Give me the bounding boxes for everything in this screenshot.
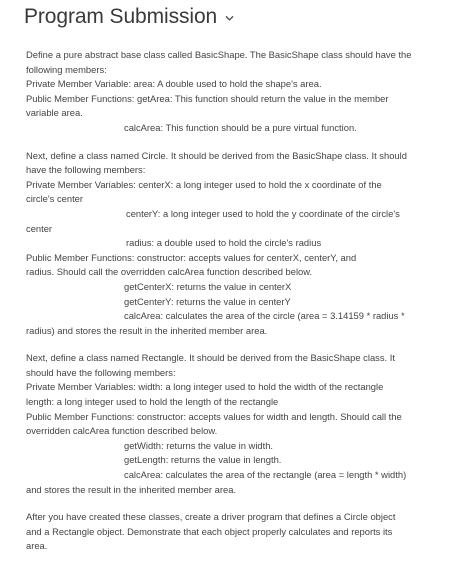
paragraph-rectangle bbox=[26, 351, 452, 497]
text-line: area. bbox=[26, 540, 48, 552]
text-line: calcArea: This function should be a pure virtual function. bbox=[124, 121, 357, 133]
text-line: radius. Should call the overridden calcArea function described below. bbox=[26, 266, 313, 278]
paragraph-driver-program bbox=[26, 510, 452, 554]
text-line: have the following members: bbox=[26, 164, 146, 176]
chevron-down-icon[interactable] bbox=[225, 14, 234, 23]
text-line: Public Member Functions: constructor: accepts values for width and length. Should call the bbox=[26, 410, 402, 422]
text-line: radius: a double used to hold the circle's radius bbox=[126, 237, 322, 249]
page-header[interactable] bbox=[24, 0, 234, 34]
text-line: Next, define a class named Rectangle. It should be derived from the BasicShape class. It bbox=[26, 352, 395, 364]
page-title: Program Submission bbox=[24, 5, 218, 28]
text-line: radius) and stores the result in the inherited member area. bbox=[26, 324, 268, 336]
text-line: calcArea: calculates the area of the circle (area = 3.14159 * radius * bbox=[124, 310, 405, 322]
paragraph-basic-shape bbox=[26, 48, 452, 136]
text-line: getWidth: returns the value in width. bbox=[124, 439, 274, 451]
text-line: getCenterY: returns the value in centerY bbox=[124, 295, 291, 307]
text-line: calcArea: calculates the area of the rectangle (area = length * width) bbox=[124, 469, 407, 481]
assignment-description bbox=[26, 48, 452, 567]
text-line: and stores the result in the inherited member area. bbox=[26, 483, 237, 495]
text-line: Public Member Functions: getArea: This function should return the value in the member bbox=[26, 92, 389, 104]
text-line: After you have created these classes, create a driver program that defines a Circle object bbox=[26, 511, 396, 523]
text-line: getLength: returns the value in length. bbox=[124, 454, 282, 466]
text-line: and a Rectangle object. Demonstrate that each object properly calculates and reports its bbox=[26, 525, 393, 537]
text-line: Next, define a class named Circle. It should be derived from the BasicShape class. It should bbox=[26, 149, 407, 161]
text-line: Private Member Variables: centerX: a long integer used to hold the x coordinate of the bbox=[26, 178, 382, 190]
text-line: Define a pure abstract base class called BasicShape. The BasicShape class should have the bbox=[26, 49, 412, 60]
text-line: Private Member Variable: area: A double used to hold the shape's area. bbox=[26, 78, 322, 90]
text-line: following members: bbox=[26, 63, 107, 75]
text-line: should have the following members: bbox=[26, 366, 176, 378]
text-line: overridden calcArea function described below. bbox=[26, 425, 218, 437]
text-line: center bbox=[26, 222, 53, 234]
text-line: variable area. bbox=[26, 107, 83, 119]
text-line: Private Member Variables: width: a long integer used to hold the width of the rectangle bbox=[26, 381, 384, 393]
text-line: centerY: a long integer used to hold the y coordinate of the circle's bbox=[126, 207, 400, 219]
text-line: circle's center bbox=[26, 193, 84, 205]
text-line: getCenterX: returns the value in centerX bbox=[124, 280, 292, 292]
text-line: Public Member Functions: constructor: accepts values for centerX, centerY, and bbox=[26, 251, 357, 263]
text-line: length: a long integer used to hold the length of the rectangle bbox=[26, 396, 279, 408]
paragraph-circle bbox=[26, 149, 452, 339]
